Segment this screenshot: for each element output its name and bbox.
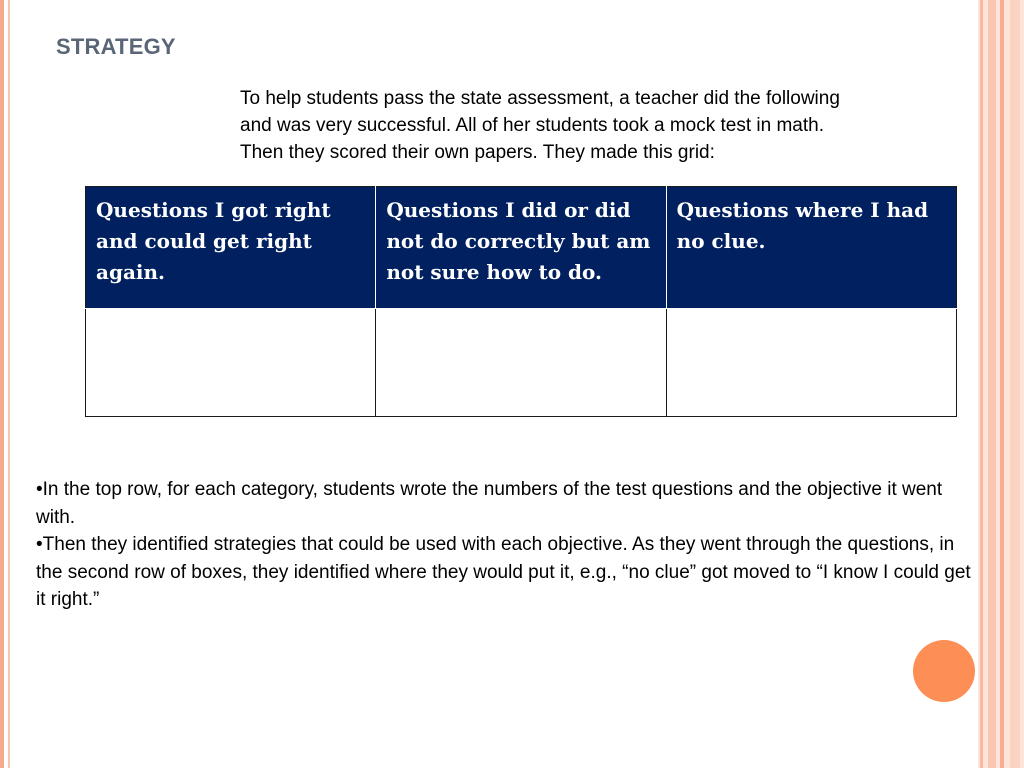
intro-paragraph (240, 85, 970, 166)
intro-line: and was very successful. All of her students took a mock test in math. (240, 115, 824, 136)
right-border-stripe (980, 0, 983, 768)
left-border-stripe (0, 0, 4, 768)
intro-line: To help students pass the state assessment, a teacher did the following (240, 88, 840, 109)
bullet-item: •Then they identified strategies that could be used with each objective. As they went through the questions, in the second row of boxes, they identified where they would put it, e.g., “no clue” got moved to “I know I could get it right.” (36, 534, 971, 610)
bullet-list (36, 476, 971, 614)
decorative-orb (913, 640, 975, 702)
grid-header-not-sure: Questions I did or did not do correctly but am not sure how to do. (376, 187, 666, 309)
strategy-grid (85, 186, 957, 417)
bullet-item: •In the top row, for each category, students wrote the numbers of the test questions and the objective it went with. (36, 479, 943, 528)
grid-cell (666, 309, 956, 417)
grid-header-got-right: Questions I got right and could get right again. (86, 187, 376, 309)
grid-header-row (86, 187, 957, 309)
grid-row (86, 309, 957, 417)
right-border-stripe (1010, 0, 1020, 768)
grid-header-no-clue: Questions where I had no clue. (666, 187, 956, 309)
slide-title: STRATEGY (56, 34, 176, 59)
grid-cell (86, 309, 376, 417)
grid-cell (376, 309, 666, 417)
right-border-stripe (1000, 0, 1004, 768)
right-border-stripe (988, 0, 996, 768)
left-border-stripe-thin (8, 0, 10, 768)
intro-line: Then they scored their own papers. They made this grid: (240, 142, 715, 163)
